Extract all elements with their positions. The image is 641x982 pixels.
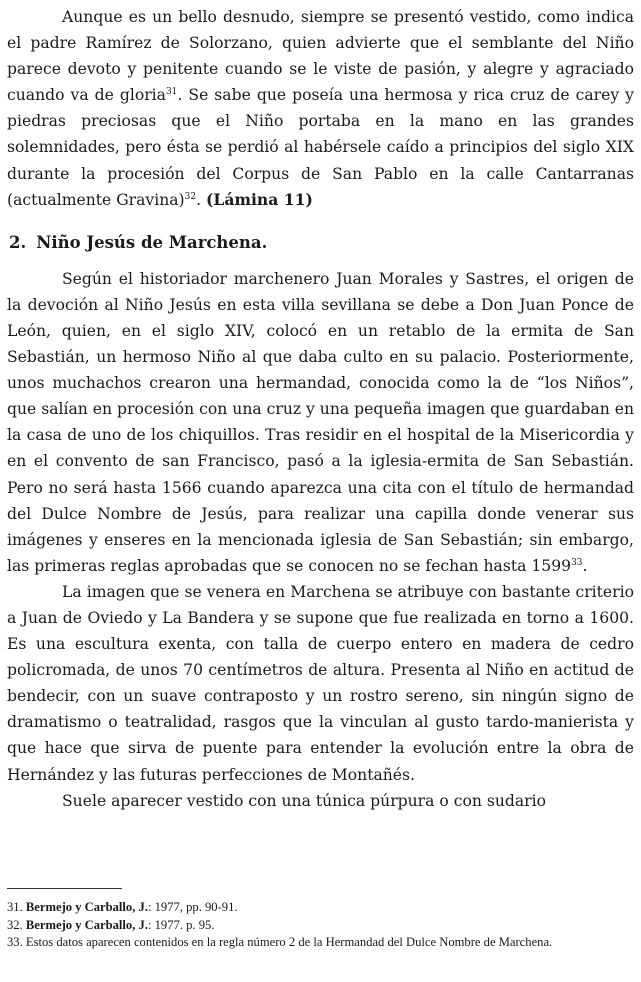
paragraph-text: . [196, 190, 207, 209]
footnote-number: 33. [7, 935, 23, 950]
paragraph-text: Según el historiador marchenero Juan Morales y Sastres, el origen de la devoción al Niño Jesús en esta villa sevillana se debe a Don Juan Ponce de León, quien, en el siglo XIV, colocó en un retablo de la ermita de San Sebastián, un hermoso Niño al que daba culto en su palacio. Posteriormente, unos muchachos crearon una hermandad, conocida como la de “los Niños”, que salían en procesión con una cruz y una pequeña imagen que guardaban en la casa de uno de los chiquillos. Tras residir en el hospital de la Misericordia y en el convento de san Francisco, pasó a la iglesia-ermita de San Sebastián. Pero no será hasta 1566 cuando aparezca una cita con el título de hermandad del Dulce Nombre de Jesús, para realizar una capilla donde venerar sus imágenes y enseres en la mencionada iglesia de San Sebastián; sin embargo, las primeras reglas aprobadas que se conocen no se fechan hasta 1599 [7, 269, 635, 575]
paragraph-nino-gloria [7, 4, 634, 213]
footnote-text: Estos datos aparecen contenidos en la regla número 2 de la Hermandad del Dulce Nombre de Marchena. [25, 935, 553, 950]
footnote-32 [7, 917, 634, 935]
paragraph-text: . Se sabe que poseía una hermosa y rica cruz de carey y piedras preciosas que el Niño portaba en la mano en las grandes solemnidades, pero ésta se perdió al habérsele caído a principios del siglo XIX durante la procesión del Corpus de San Pablo en la calle Cantarranas (actualmente Gravina) [7, 86, 634, 209]
section-heading [7, 233, 634, 252]
section-number: 2. [9, 232, 27, 252]
section-title: Niño Jesús de Marchena. [36, 232, 268, 252]
footnote-ref-32[interactable]: 32 [184, 191, 197, 202]
paragraph-text: . [582, 556, 588, 575]
paragraph-origen-devocion [7, 266, 634, 579]
footnotes [7, 899, 634, 952]
footnote-number: 31. [7, 900, 23, 914]
footnote-author: Bermejo y Carballo, J. [25, 917, 148, 932]
footnote-divider [7, 888, 122, 889]
footnote-31 [7, 899, 634, 917]
plate-reference: (Lámina 11) [206, 189, 313, 209]
page-body [7, 4, 634, 814]
footnote-number: 32. [7, 917, 23, 932]
footnote-ref-33[interactable]: 33 [571, 557, 583, 568]
paragraph-imagen-marchena: La imagen que se venera en Marchena se atribuye con bastante criterio a Juan de Oviedo y La Bandera y se supone que fue realizada en torno a 1600. Es una escultura exenta, con talla de cuerpo entero en madera de cedro policromada, de unos 70 centímetros de altura. Presenta al Niño en actitud de bendecir, con un suave contraposto y un rostro sereno, sin ningún signo de dramatismo o teatralidad, rasgos que la vinculan al gusto tardo-manierista y que hace que sirva de puente para entender la evolución entre la obra de Hernández y las futuras perfecciones de Montañés. [7, 582, 634, 784]
paragraph-vestido: Suele aparecer vestido con una túnica púrpura o con sudario [62, 791, 547, 810]
footnote-ref-31[interactable]: 31 [165, 87, 178, 98]
footnote-text: : 1977, pp. 90-91. [147, 900, 238, 914]
paragraph-text: Aunque es un bello desnudo, siempre se presentó vestido, como indica el padre Ramírez de Solorzano, quien advierte que el semblante del Niño parece devoto y penitente cuando se le viste de pasión, y alegre y agraciado cuando va de gloria [7, 8, 634, 105]
footnote-text: : 1977. p. 95. [147, 917, 215, 932]
footnote-33 [7, 934, 634, 952]
footnote-author: Bermejo y Carballo, J. [25, 900, 148, 914]
